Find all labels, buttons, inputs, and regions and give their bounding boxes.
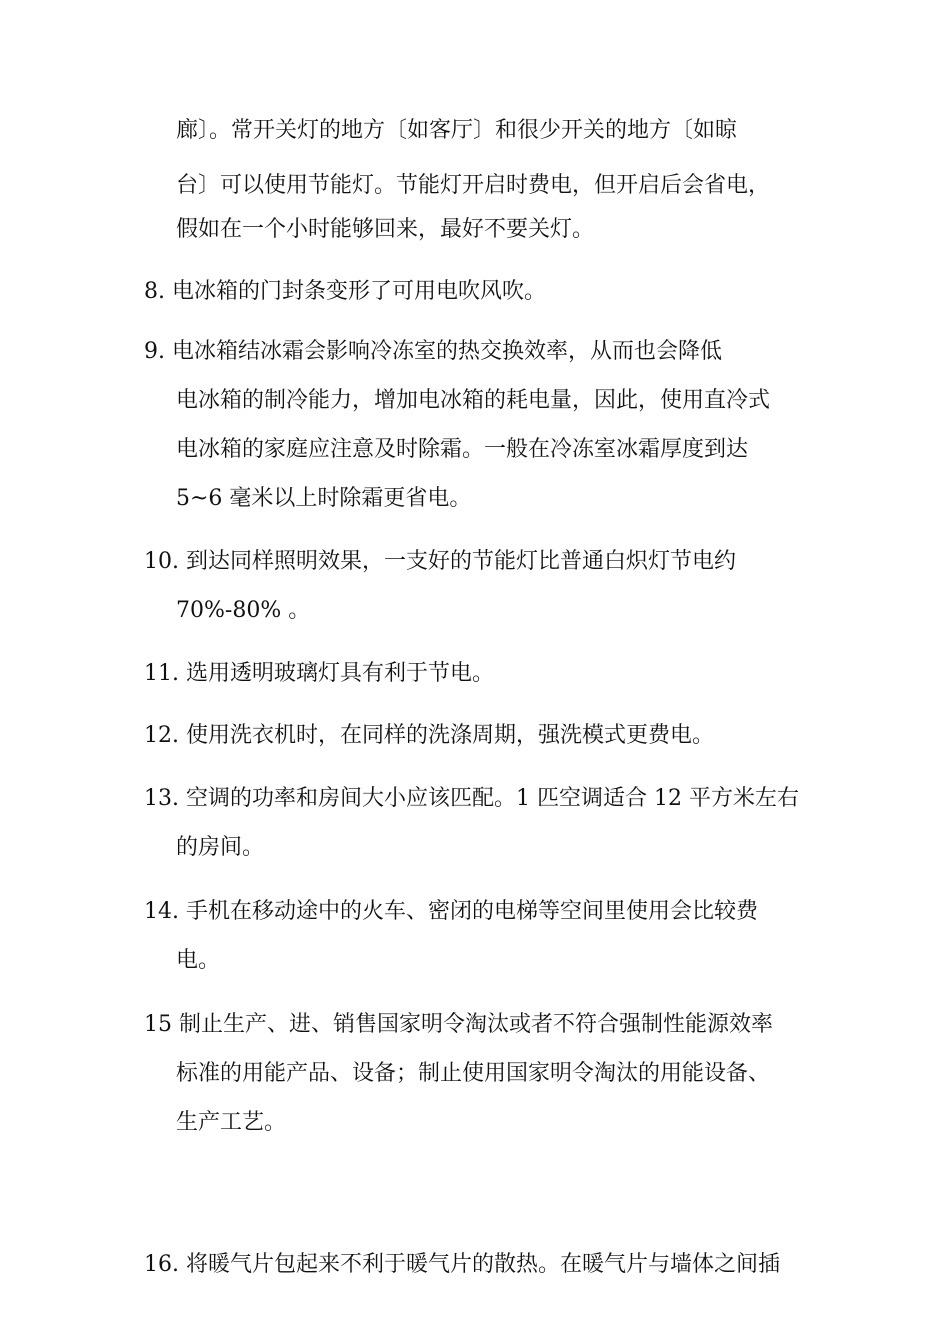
item-9-line-4: 5~6 毫米以上时除霜更省电。: [176, 486, 472, 511]
item-11-line-1: 11. 选用透明玻璃灯具有利于节电。: [144, 661, 494, 686]
item-8-line-1: 8. 电冰箱的门封条变形了可用电吹风吹。: [144, 279, 546, 304]
item-15-line-3: 生产工艺。: [176, 1110, 287, 1135]
item-12-line-1: 12. 使用洗衣机时，在同样的洗涤周期，强洗模式更费电。: [144, 723, 714, 748]
item-16-line-1: 16. 将暖气片包起来不利于暖气片的散热。在暖气片与墙体之间插: [144, 1252, 780, 1277]
item-13-line-2: 的房间。: [176, 835, 265, 860]
item-14-line-2: 电。: [176, 948, 221, 973]
intro-line-3: 假如在一个小时能够回来，最好不要关灯。: [176, 217, 595, 242]
item-9-line-3: 电冰箱的家庭应注意及时除霜。一般在冷冻室冰霜厚度到达: [176, 437, 749, 462]
item-13-line-1: 13. 空调的功率和房间大小应该匹配。1 匹空调适合 12 平方米左右: [144, 786, 799, 811]
item-10-line-2: 70%-80% 。: [176, 598, 311, 623]
item-10-line-1: 10. 到达同样照明效果，一支好的节能灯比普通白炽灯节电约: [144, 549, 736, 574]
item-15-line-1: 15 制止生产、进、销售国家明令淘汰或者不符合强制性能源效率: [144, 1012, 773, 1037]
item-9-line-2: 电冰箱的制冷能力，增加电冰箱的耗电量，因此，使用直冷式: [176, 388, 771, 413]
intro-line-1: 廊〕。常开关灯的地方〔如客厅〕和很少开关的地方〔如晾: [176, 118, 738, 143]
intro-line-2: 台〕可以使用节能灯。节能灯开启时费电，但开启后会省电，: [176, 173, 771, 198]
item-15-line-2: 标准的用能产品、设备；制止使用国家明令淘汰的用能设备、: [176, 1061, 771, 1086]
item-14-line-1: 14. 手机在移动途中的火车、密闭的电梯等空间里使用会比较费: [144, 899, 758, 924]
item-9-line-1: 9. 电冰箱结冰霜会影响冷冻室的热交换效率，从而也会降低: [144, 339, 722, 364]
